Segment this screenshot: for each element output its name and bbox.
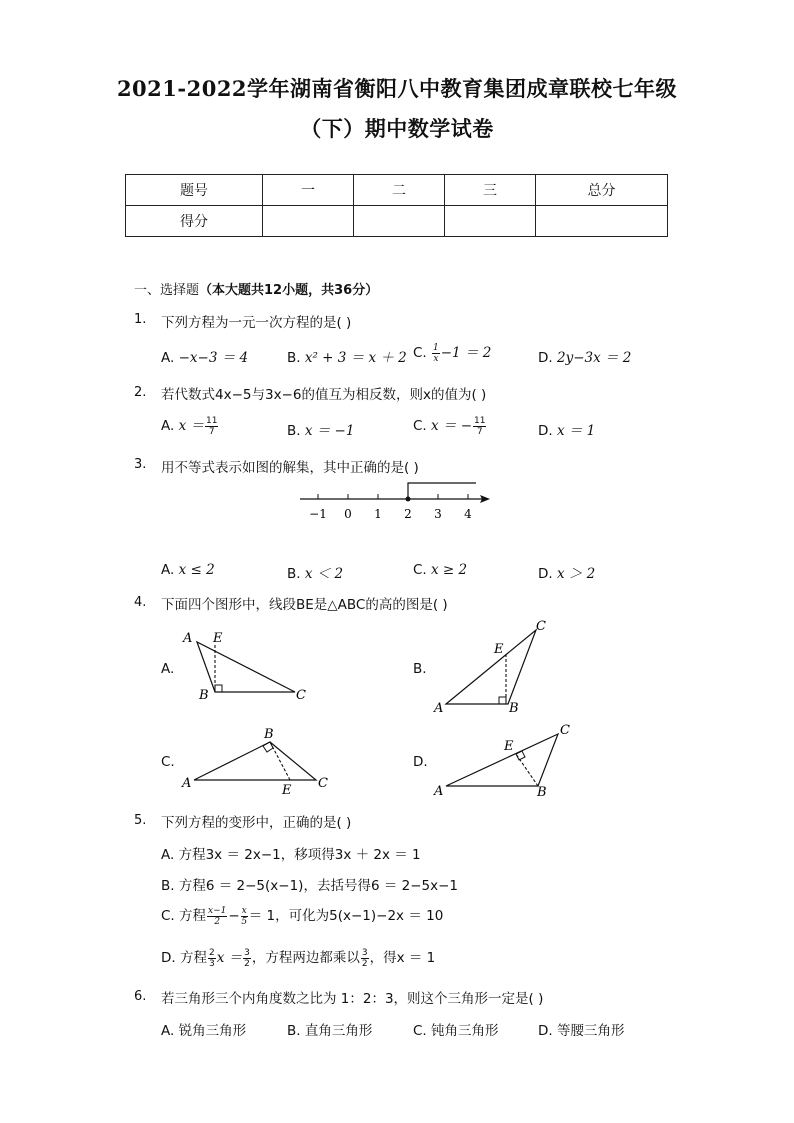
option-a[interactable] — [161, 1019, 246, 1039]
score-input-cell[interactable] — [354, 206, 445, 237]
point-label: E — [494, 642, 504, 657]
option-a[interactable] — [161, 843, 421, 863]
option-c[interactable] — [161, 904, 443, 927]
option-math: x ＜ 2 — [304, 566, 344, 582]
question-number: 2. — [134, 385, 147, 400]
fraction-numerator: 1 — [433, 342, 439, 353]
score-input-cell[interactable] — [536, 206, 668, 237]
number-line-ticks — [318, 494, 468, 499]
option-math: x ≥ 2 — [431, 562, 468, 578]
option-b[interactable] — [287, 1019, 372, 1039]
question-number: 5. — [134, 813, 147, 828]
option-d[interactable] — [538, 562, 595, 582]
option-c[interactable] — [413, 562, 467, 578]
fraction — [208, 948, 216, 969]
option-text: x ＝ — [216, 950, 243, 966]
option-label: B. — [287, 566, 301, 582]
endpoint-dot — [406, 497, 411, 502]
point-label: C — [560, 723, 570, 738]
score-input-cell[interactable] — [445, 206, 536, 237]
option-d[interactable] — [538, 346, 631, 366]
fraction-denominator: 7 — [476, 426, 483, 437]
fraction-denominator: 3 — [208, 958, 215, 969]
point-label: C — [296, 688, 306, 703]
option-label: B. — [287, 1023, 301, 1039]
fraction-numerator: 11 — [206, 415, 218, 426]
option-label: C. — [413, 345, 427, 361]
option-math: x ＝ — [178, 418, 204, 434]
option-label: B. — [287, 423, 301, 439]
option-text: ，方程两边都乘以 — [251, 950, 360, 966]
score-cell: 三 — [445, 175, 536, 206]
right-angle-mark — [499, 697, 506, 704]
option-text: 锐角三角形 — [178, 1023, 247, 1039]
option-label: C. — [413, 1023, 427, 1039]
fraction — [243, 948, 251, 969]
section-header — [134, 279, 378, 298]
question-number: 4. — [134, 595, 147, 610]
option-a[interactable] — [161, 346, 248, 366]
right-angle-mark — [215, 685, 222, 692]
fraction — [205, 416, 218, 437]
option-label: D. — [538, 1023, 553, 1039]
tick-label: 3 — [434, 507, 442, 521]
option-text: ，得x ＝ 1 — [369, 950, 436, 966]
score-cell: 得分 — [126, 206, 263, 237]
fraction — [473, 416, 486, 437]
option-math: x ＞ 2 — [556, 566, 596, 582]
option-text: 方程 — [179, 908, 207, 924]
score-value-row — [126, 206, 668, 237]
option-text: − — [228, 908, 240, 924]
option-label: B. — [287, 350, 301, 366]
question-stem: 下面四个图形中，线段BE是△ABC的高的图是( ) — [161, 597, 448, 613]
option-c[interactable] — [413, 341, 491, 364]
option-a[interactable] — [161, 414, 219, 437]
point-label: B — [509, 701, 519, 716]
fraction-numerator: x — [241, 905, 247, 916]
solution-ray — [408, 483, 476, 499]
fraction-numerator: 2 — [208, 947, 215, 958]
option-math: x ＝ − — [431, 418, 473, 434]
option-math: −1 ＝ 2 — [440, 345, 492, 361]
point-label: B — [264, 727, 274, 742]
point-label: A — [434, 701, 444, 716]
fraction-numerator: 3 — [244, 947, 250, 958]
option-d[interactable] — [538, 419, 595, 439]
option-b[interactable] — [161, 874, 458, 894]
fraction-denominator: 5 — [241, 916, 248, 927]
fraction-numerator: 11 — [474, 415, 486, 426]
option-text: 方程6 ＝ 2−5(x−1)，去括号得6 ＝ 2−5x−1 — [178, 878, 458, 894]
option-text: 钝角三角形 — [431, 1023, 499, 1039]
option-math: x ＝ 1 — [556, 423, 596, 439]
triangle — [194, 742, 316, 780]
score-header-row — [126, 175, 668, 206]
question-stem: 下列方程为一元一次方程的是( ) — [161, 315, 352, 331]
tick-label: 1 — [374, 507, 382, 521]
point-label: C — [318, 776, 328, 791]
option-c[interactable] — [413, 414, 487, 437]
tick-label: 2 — [404, 507, 412, 521]
option-label: A. — [161, 562, 175, 578]
point-label: E — [213, 631, 223, 646]
option-label: B. — [161, 878, 175, 894]
triangle — [197, 642, 295, 692]
option-text: ＝ 1，可化为5(x−1)−2x ＝ 10 — [248, 908, 444, 924]
fraction-denominator: 7 — [208, 426, 215, 437]
fraction-denominator: 2 — [214, 916, 221, 927]
section-info: （本大题共12小题，共36分） — [199, 283, 379, 298]
fraction — [207, 906, 227, 927]
triangle — [446, 734, 558, 786]
option-math: x ＝ −1 — [304, 423, 355, 439]
section-label: 一、选择题 — [134, 283, 200, 298]
question-stem: 若代数式4x−5与3x−6的值互为相反数，则x的值为( ) — [161, 387, 487, 403]
point-label: A — [182, 776, 192, 791]
fraction-numerator: 3 — [361, 947, 368, 958]
triangle-figure-a — [175, 626, 315, 706]
option-label: D. — [538, 566, 553, 582]
score-input-cell[interactable] — [263, 206, 354, 237]
question-stem: 下列方程的变形中，正确的是( ) — [161, 815, 352, 831]
score-cell: 总分 — [536, 175, 668, 206]
altitude-dashed — [516, 754, 538, 786]
tick-label: 0 — [344, 507, 352, 521]
triangle-figure-d — [430, 718, 580, 802]
question-stem: 用不等式表示如图的解集，其中正确的是( ) — [161, 460, 419, 476]
score-cell: 一 — [263, 175, 354, 206]
fraction-numerator: x−1 — [208, 905, 227, 916]
option-text: 方程3x ＝ 2x−1，移项得3x ＋ 2x ＝ 1 — [178, 847, 421, 863]
point-label: E — [504, 739, 514, 754]
option-c[interactable]: C. — [161, 754, 175, 770]
option-math: −x−3 ＝ 4 — [178, 350, 249, 366]
fraction-denominator: x — [433, 353, 439, 364]
number-line-figure — [298, 476, 498, 524]
triangle-figure-b — [430, 616, 560, 718]
score-table — [125, 174, 668, 237]
option-b[interactable] — [287, 562, 343, 582]
question-stem: 若三角形三个内角度数之比为 1：2：3，则这个三角形一定是( ) — [161, 991, 544, 1007]
point-label: B — [537, 785, 547, 800]
option-b[interactable] — [287, 419, 354, 439]
option-d[interactable]: D. — [413, 754, 428, 770]
option-math: 2y−3x ＝ 2 — [556, 350, 632, 366]
option-label: D. — [161, 950, 176, 966]
option-label: D. — [538, 423, 553, 439]
fraction — [432, 343, 440, 364]
option-c[interactable] — [413, 1019, 499, 1039]
option-text: 直角三角形 — [304, 1023, 373, 1039]
page-title: 2021-2022学年湖南省衡阳八中教育集团成章联校七年级 — [116, 76, 678, 101]
tick-label: 4 — [464, 507, 472, 521]
option-label: C. — [413, 418, 427, 434]
fraction — [361, 948, 369, 969]
option-label: A. — [161, 847, 175, 863]
point-label: C — [536, 619, 546, 634]
option-b[interactable] — [287, 346, 407, 366]
option-a[interactable] — [161, 562, 215, 578]
triangle — [446, 630, 536, 704]
question-number: 6. — [134, 989, 147, 1004]
point-label: E — [282, 783, 292, 798]
point-label: A — [183, 631, 193, 646]
fraction-denominator: 2 — [244, 958, 250, 969]
option-label: A. — [161, 350, 175, 366]
score-cell: 二 — [354, 175, 445, 206]
option-math: x² + 3 ＝ x ＋ 2 — [304, 350, 407, 366]
option-label: A. — [161, 418, 175, 434]
option-label: D. — [538, 350, 553, 366]
score-cell: 题号 — [126, 175, 263, 206]
triangle-figure-c — [178, 722, 338, 798]
option-a[interactable]: A. — [161, 661, 175, 677]
fraction-denominator: 2 — [361, 958, 368, 969]
option-label: A. — [161, 1023, 175, 1039]
point-label: A — [434, 784, 444, 799]
option-text: 方程 — [179, 950, 207, 966]
page-subtitle: （下）期中数学试卷 — [300, 116, 494, 141]
fraction — [241, 906, 248, 927]
option-d[interactable] — [538, 1019, 624, 1039]
question-number: 1. — [134, 312, 147, 327]
option-label: C. — [413, 562, 427, 578]
question-number: 3. — [134, 457, 147, 472]
option-text: 等腰三角形 — [556, 1023, 625, 1039]
option-math: x ≤ 2 — [178, 562, 215, 578]
option-label: C. — [161, 908, 175, 924]
option-d[interactable] — [161, 946, 435, 969]
tick-label: −1 — [309, 507, 327, 521]
option-b[interactable]: B. — [413, 661, 427, 677]
point-label: B — [199, 688, 209, 703]
